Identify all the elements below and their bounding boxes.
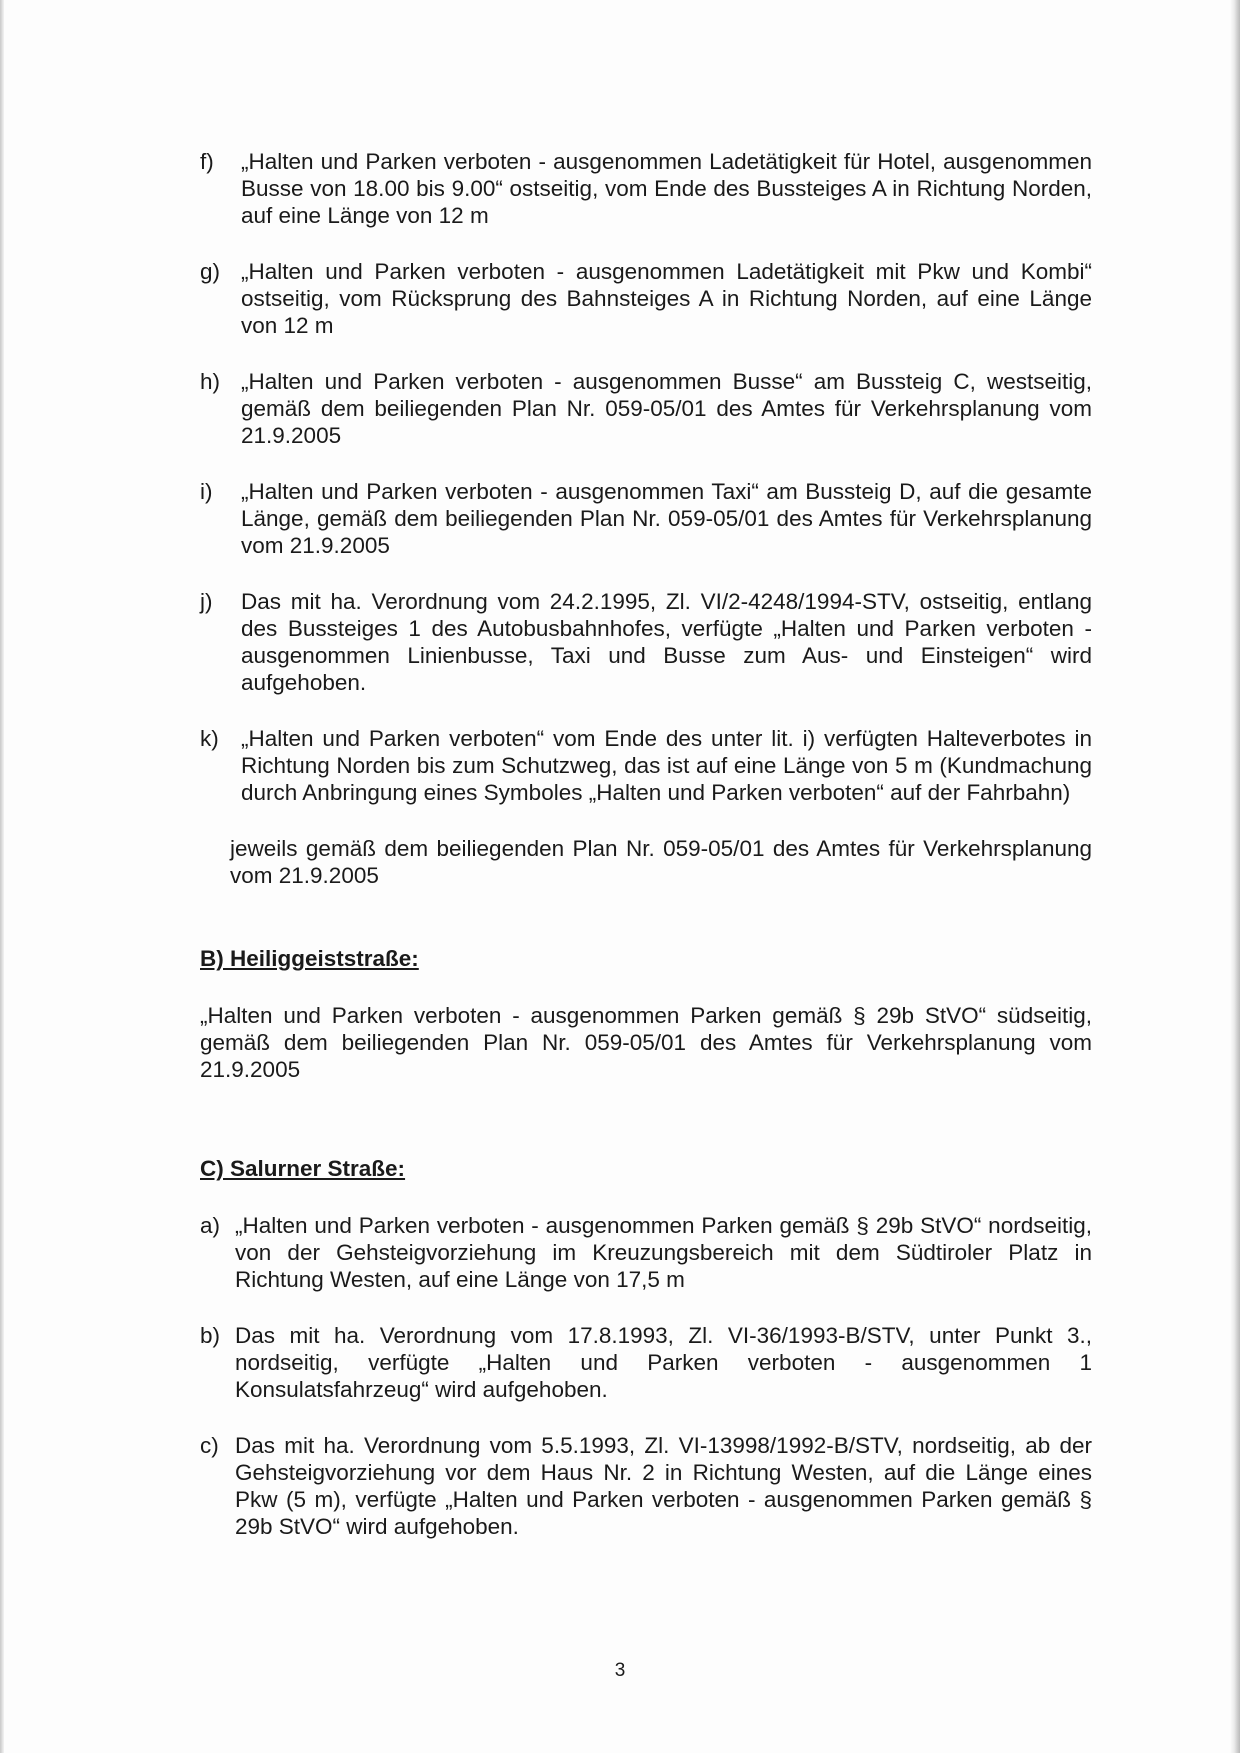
scan-edge-left xyxy=(0,0,4,1753)
list-item-text: „Halten und Parken verboten - ausgenommen Parken gemäß § 29b StVO“ nordseitig, von der Gehsteigvorziehung im Kreuzungsbereich mit dem Südtiroler Platz in Richtung Westen, auf eine Länge von 17,5 m xyxy=(235,1213,1092,1292)
section-c-heading: C) Salurner Straße: xyxy=(200,1156,406,1181)
list-item-label: a) xyxy=(200,1213,221,1238)
plan-reference-note: jeweils gemäß dem beiliegenden Plan Nr. 059-05/01 des Amtes für Verkehrsplanung vom 21.9.2005 xyxy=(230,836,1092,888)
page-number: 3 xyxy=(614,1660,626,1681)
scan-edge-right xyxy=(1230,0,1240,1753)
list-item-j xyxy=(200,588,1092,696)
list-item-text: „Halten und Parken verboten - ausgenommen Busse“ am Bussteig C, westseitig, gemäß dem beiliegenden Plan Nr. 059-05/01 des Amtes für Verkehrsplanung vom 21.9.2005 xyxy=(241,369,1092,448)
list-item-text: „Halten und Parken verboten - ausgenommen Ladetätigkeit mit Pkw und Kombi“ ostseitig, vom Rücksprung des Bahnsteiges A in Richtung Norden, auf eine Länge von 12 m xyxy=(241,259,1092,338)
list-item-label: f) xyxy=(200,149,214,174)
list-item-a xyxy=(200,1212,1092,1293)
list-item-h xyxy=(200,368,1092,449)
list-item-label: h) xyxy=(200,369,221,394)
list-item-label: g) xyxy=(200,259,221,284)
list-item-text: „Halten und Parken verboten“ vom Ende des unter lit. i) verfügten Halteverbotes in Richtung Norden bis zum Schutzweg, das ist auf eine Länge von 5 m (Kundmachung durch Anbringung eines Symboles „Halten und Parken verboten“ auf der Fahrbahn) xyxy=(241,726,1092,805)
list-item-k xyxy=(200,725,1092,806)
list-item-text: Das mit ha. Verordnung vom 5.5.1993, Zl. VI-13998/1992-B/STV, nordseitig, ab der Gehsteigvorziehung vor dem Haus Nr. 2 in Richtung Westen, auf die Länge eines Pkw (5 m), verfügte „Halten und Parken verboten - ausgenommen Parken gemäß § 29b StVO“ wird aufgehoben. xyxy=(235,1433,1092,1539)
section-b-heading: B) Heiliggeiststraße: xyxy=(200,946,419,971)
section-b-text: „Halten und Parken verboten - ausgenommen Parken gemäß § 29b StVO“ südseitig, gemäß dem beiliegenden Plan Nr. 059-05/01 des Amtes für Verkehrsplanung vom 21.9.2005 xyxy=(200,1003,1092,1082)
list-item-label: j) xyxy=(200,589,213,614)
list-item-text: „Halten und Parken verboten - ausgenommen Taxi“ am Bussteig D, auf die gesamte Länge, gemäß dem beiliegenden Plan Nr. 059-05/01 des Amtes für Verkehrsplanung vom 21.9.2005 xyxy=(241,479,1092,558)
list-item-i xyxy=(200,478,1092,559)
list-item-label: i) xyxy=(200,479,213,504)
list-item-b xyxy=(200,1322,1092,1403)
list-item-f xyxy=(200,148,1092,229)
list-item-label: c) xyxy=(200,1433,219,1458)
list-item-label: k) xyxy=(200,726,219,751)
list-item-text: Das mit ha. Verordnung vom 24.2.1995, Zl. VI/2-4248/1994-STV, ostseitig, entlang des Bussteiges 1 des Autobusbahnhofes, verfügte „Halten und Parken verboten - ausgenommen Linienbusse, Taxi und Busse zum Aus- und Einsteigen“ wird aufgehoben. xyxy=(241,589,1092,695)
page-content xyxy=(200,148,1092,1569)
list-item-text: Das mit ha. Verordnung vom 17.8.1993, Zl. VI-36/1993-B/STV, unter Punkt 3., nordseitig, verfügte „Halten und Parken verboten - ausgenommen 1 Konsulatsfahrzeug“ wird aufgehoben. xyxy=(235,1323,1092,1402)
list-item-text: „Halten und Parken verboten - ausgenommen Ladetätigkeit für Hotel, ausgenommen Busse von 18.00 bis 9.00“ ostseitig, vom Ende des Bussteiges A in Richtung Norden, auf eine Länge von 12 m xyxy=(241,149,1092,228)
list-item-c xyxy=(200,1432,1092,1540)
list-item-label: b) xyxy=(200,1323,221,1348)
list-item-g xyxy=(200,258,1092,339)
